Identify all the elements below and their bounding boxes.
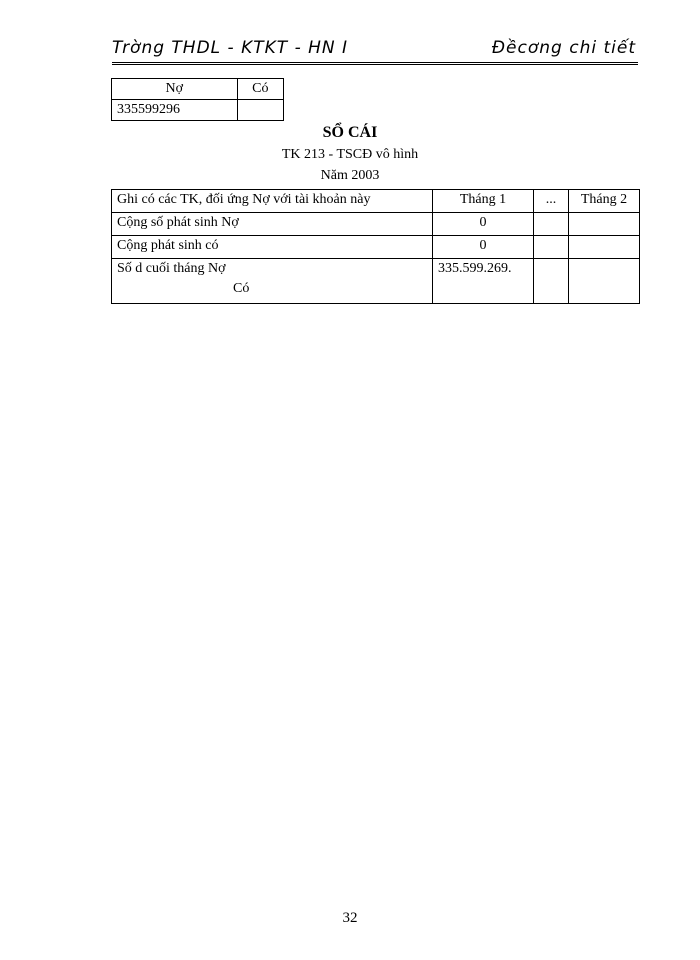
header-month-2: Tháng 2 [569, 190, 640, 213]
row-label: Số d cuối tháng Nợ [117, 261, 226, 276]
row-month-2 [569, 236, 640, 259]
page-header [112, 36, 636, 62]
row-label: Cộng số phát sinh Nợ [112, 213, 433, 236]
row-month-1: 0 [433, 236, 534, 259]
row-month-1: 335.599.269. [433, 259, 534, 304]
row-month-1: 0 [433, 213, 534, 236]
header-month-1: Tháng 1 [433, 190, 534, 213]
ledger-year: Năm 2003 [320, 168, 380, 183]
header-rule [112, 62, 638, 65]
balance-debit-value: 335599296 [112, 100, 238, 121]
ledger-table [111, 189, 640, 304]
header-doc-type: Đềcơng chi tiết [491, 38, 636, 58]
balance-table [111, 78, 284, 121]
page-number: 32 [342, 910, 358, 926]
header-description: Ghi có các TK, đối ứng Nợ với tài khoản này [112, 190, 433, 213]
ledger-title: SỔ CÁI [322, 124, 378, 141]
row-month-2 [569, 259, 640, 304]
row-ellipsis [534, 259, 569, 304]
row-month-2 [569, 213, 640, 236]
ledger-account: TK 213 - TSCĐ vô hình [281, 147, 419, 162]
balance-credit-value [237, 100, 283, 121]
table-row [112, 79, 284, 100]
table-row [112, 213, 640, 236]
row-label: Cộng phát sinh có [112, 236, 433, 259]
row-ellipsis [534, 213, 569, 236]
balance-header-debit: Nợ [112, 79, 238, 100]
row-label-credit: Có [233, 281, 250, 296]
table-row [112, 259, 640, 304]
header-ellipsis: ... [534, 190, 569, 213]
row-label-block [112, 259, 433, 304]
table-row [112, 100, 284, 121]
balance-header-credit: Có [237, 79, 283, 100]
row-ellipsis [534, 236, 569, 259]
table-header-row [112, 190, 640, 213]
header-school: Trờng THDL - KTKT - HN I [112, 38, 349, 58]
table-row [112, 236, 640, 259]
